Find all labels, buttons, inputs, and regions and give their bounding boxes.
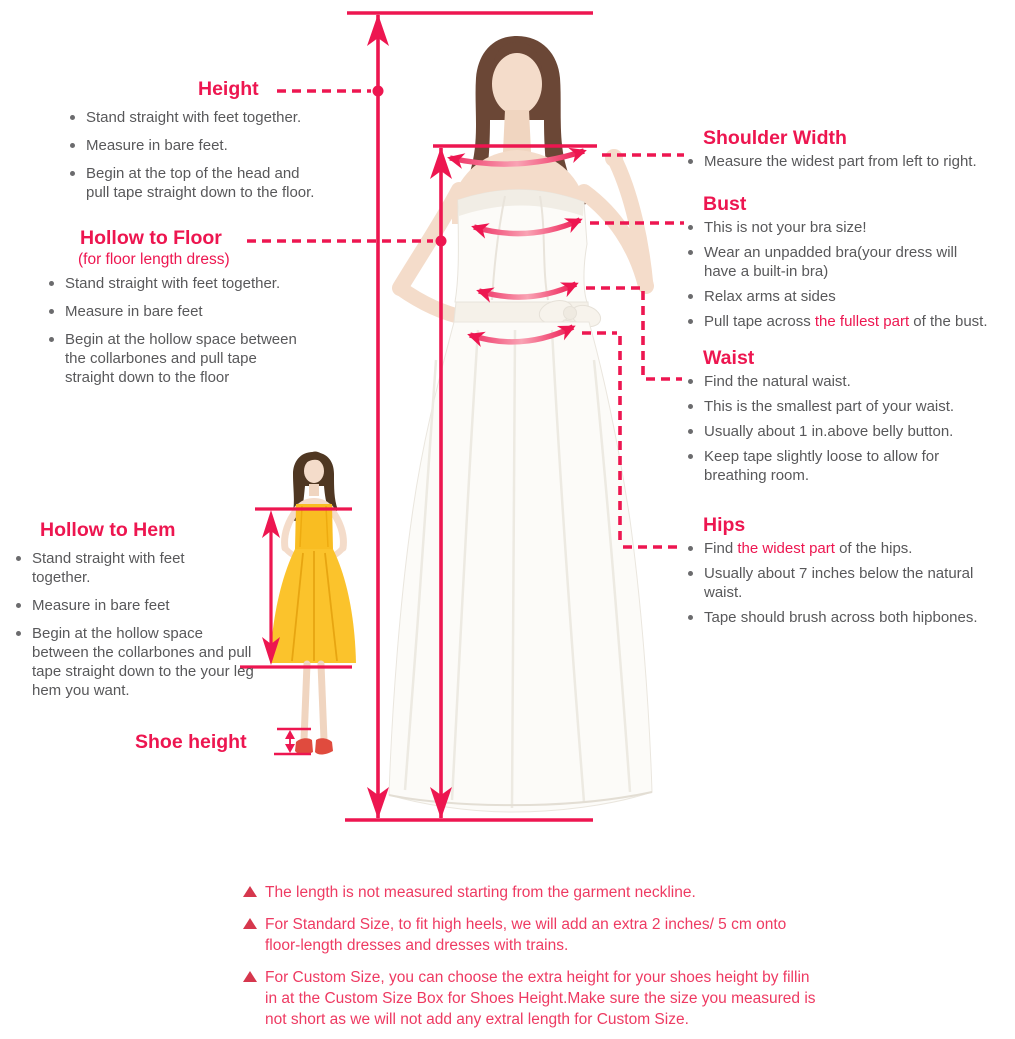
hollow-to-hem-bullets [14,549,294,700]
petite-model-face [304,459,324,483]
bust-section [686,193,1015,337]
hollow-to-hem-title: Hollow to Hem [40,519,176,541]
bullet-dot [688,294,693,299]
bullet-item: Usually about 1 in.above belly button. [686,422,1015,441]
shoulder-width-bullets [686,152,1015,171]
bullet-item [686,312,1015,331]
highlighted-text: the fullest part [814,313,910,330]
petite-right-leg [321,664,324,740]
bullet-item: Stand straight with feet together. [47,274,372,293]
bullet-dot [16,556,21,561]
hollow-to-floor-bullets [47,274,372,387]
shoulder-width-title: Shoulder Width [703,127,847,149]
bullet-dot [688,454,693,459]
note-item [243,967,816,1030]
bullet-item: Usually about 7 inches below the natural waist. [686,564,1015,602]
main-model-face [492,53,542,115]
waist-bullets [686,372,1015,485]
bullet-dot [688,159,693,164]
bullet-item: Tape should brush across both hipbones. [686,608,1015,627]
warning-triangle-icon [243,886,257,897]
bullet-dot [70,143,75,148]
bullet-item: Measure in bare feet [47,302,372,321]
bust-title: Bust [703,193,747,215]
hips-title: Hips [703,514,746,536]
note-text: For Standard Size, to fit high heels, we will add an extra 2 inches/ 5 cm onto floor-length dresses and dresses with trains. [265,916,787,954]
bullet-item: Wear an unpadded bra(your dress will have a built-in bra) [686,243,1015,281]
bullet-dot [688,571,693,576]
bullet-dot [49,337,54,342]
petite-right-shoe [315,738,333,754]
shoe-arrow-up [285,730,295,739]
height-connector-dot [373,86,384,97]
bullet-item: Measure in bare feet [14,596,294,615]
hollow-connector-dot [436,236,447,247]
hollow-to-floor-title: Hollow to Floor [80,227,222,249]
note-item [243,882,816,903]
bullet-item: Begin at the top of the head and pull tape straight down to the floor. [68,164,360,202]
main-model-figure [389,36,652,812]
bullet-item: Measure in bare feet. [68,136,360,155]
height-bullets [68,108,360,202]
highlighted-text: the widest part [737,540,835,557]
waist-title: Waist [703,347,755,369]
shoe-height-title: Shoe height [135,731,247,753]
warning-triangle-icon [243,971,257,982]
petite-model-neck [309,484,319,496]
sash-bow-knot [564,307,577,320]
shoulder-width-section [686,127,1015,177]
bullet-dot [49,309,54,314]
height-section [60,78,360,211]
height-title: Height [198,78,259,100]
shoe-arrow-down [285,744,295,753]
bullet-item: This is not your bra size! [686,218,1015,237]
note-text: For Custom Size, you can choose the extra height for your shoes height by fillin in at the Custom Size Box for Shoes Height.Make sure the size you measured is not short as we will not add any extral length for Custom Size. [265,969,816,1028]
bullet-dot [688,404,693,409]
notes-list [243,882,816,1039]
bullet-dot [16,603,21,608]
bullet-item [686,539,1015,558]
bullet-dot [688,546,693,551]
hips-section [686,514,1015,633]
hollow-to-floor-subtitle: (for floor length dress) [78,251,230,268]
main-model-left-arm [400,190,459,288]
bust-bullets [686,218,1015,331]
bullet-dot [688,225,693,230]
note-item [243,914,816,956]
hollow-to-floor-section [42,227,372,396]
hips-bullets [686,539,1015,627]
bullet-dot [688,319,693,324]
bullet-item: Begin at the hollow space between the collarbones and pull tape straight down to the floor [47,330,372,387]
bullet-dot [16,631,21,636]
bullet-dot [70,115,75,120]
bullet-item: Stand straight with feet together. [68,108,360,127]
bullet-dot [688,250,693,255]
bullet-item: Measure the widest part from left to right. [686,152,1015,171]
bullet-item: Begin at the hollow space between the collarbones and pull tape straight down to the your leg hem you want. [14,624,294,700]
bullet-item: Find the natural waist. [686,372,1015,391]
hollow-to-hem-section [14,519,294,709]
petite-left-shoe [295,738,313,754]
bullet-dot [688,379,693,384]
bullet-text: of the hips. [834,540,913,557]
warning-triangle-icon [243,918,257,929]
note-text: The length is not measured starting from the garment neckline. [265,884,696,901]
waist-section [686,347,1015,491]
bullet-dot [688,615,693,620]
bullet-item: Stand straight with feet together. [14,549,294,587]
bullet-item: Relax arms at sides [686,287,1015,306]
bullet-item: Keep tape slightly loose to allow for breathing room. [686,447,1015,485]
bullet-text: of the bust. [909,313,988,330]
bullet-text: Pull tape across [704,313,815,330]
bullet-text: Find [704,540,738,557]
bullet-dot [688,429,693,434]
main-model-right-hand [605,149,623,167]
bullet-dot [49,281,54,286]
bullet-item: This is the smallest part of your waist. [686,397,1015,416]
bullet-dot [70,171,75,176]
